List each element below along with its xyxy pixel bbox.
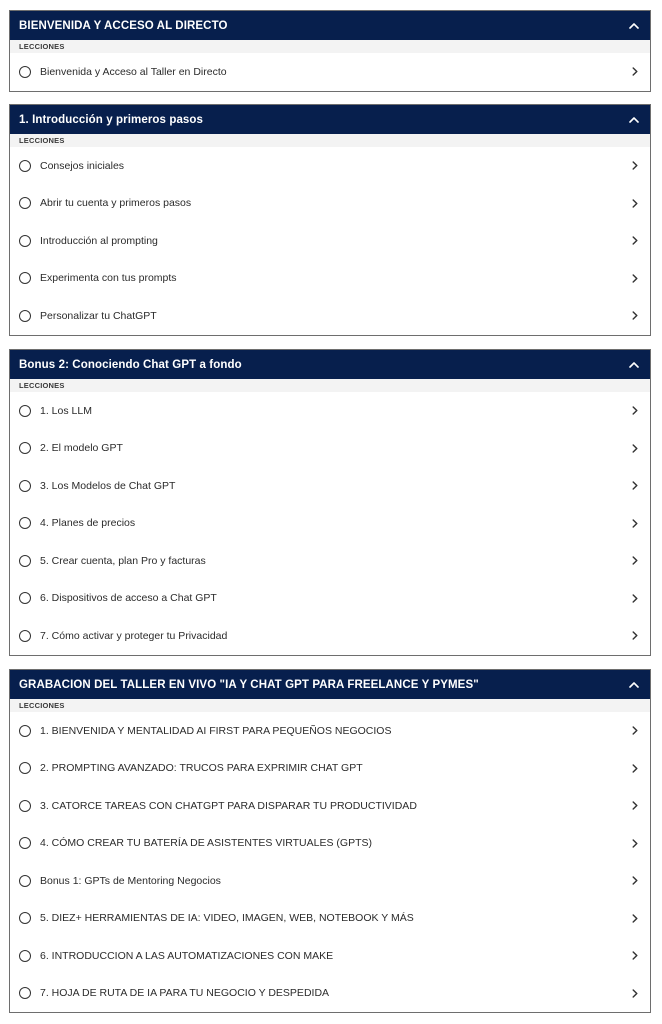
incomplete-circle-icon (19, 555, 31, 567)
chevron-right-icon (630, 988, 640, 998)
incomplete-circle-icon (19, 912, 31, 924)
chevron-right-icon (630, 951, 640, 961)
incomplete-circle-icon (19, 950, 31, 962)
chevron-right-icon (630, 161, 640, 171)
lesson-title: 1. BIENVENIDA Y MENTALIDAD AI FIRST PARA PEQUEÑOS NEGOCIOS (40, 724, 392, 737)
chevron-right-icon (630, 838, 640, 848)
chevron-right-icon (630, 876, 640, 886)
chevron-right-icon (630, 631, 640, 641)
incomplete-circle-icon (19, 66, 31, 78)
lesson-item[interactable] (10, 617, 650, 655)
course-section (9, 10, 651, 92)
chevron-right-icon (630, 593, 640, 603)
course-section (9, 104, 651, 336)
lesson-title: 6. INTRODUCCION A LAS AUTOMATIZACIONES CON MAKE (40, 949, 334, 962)
incomplete-circle-icon (19, 762, 31, 774)
lesson-item[interactable] (10, 825, 650, 863)
lesson-item[interactable] (10, 467, 650, 505)
lessons-label: LECCIONES (10, 699, 650, 712)
lesson-item[interactable] (10, 900, 650, 938)
lesson-item[interactable] (10, 505, 650, 543)
section-header[interactable] (10, 350, 650, 379)
incomplete-circle-icon (19, 630, 31, 642)
lesson-item[interactable] (10, 185, 650, 223)
incomplete-circle-icon (19, 987, 31, 999)
lesson-item[interactable] (10, 147, 650, 185)
lesson-title: Experimenta con tus prompts (40, 272, 177, 285)
incomplete-circle-icon (19, 837, 31, 849)
course-section (9, 349, 651, 656)
lesson-title: 1. Los LLM (40, 404, 92, 417)
section-title: GRABACION DEL TALLER EN VIVO "IA Y CHAT GPT PARA FREELANCE Y PYMES" (19, 678, 479, 691)
chevron-right-icon (630, 273, 640, 283)
course-section (9, 669, 651, 1013)
lesson-title: 2. PROMPTING AVANZADO: TRUCOS PARA EXPRIMIR CHAT GPT (40, 762, 363, 775)
lesson-item[interactable] (10, 260, 650, 298)
section-title: BIENVENIDA Y ACCESO AL DIRECTO (19, 19, 228, 32)
chevron-up-icon[interactable] (627, 113, 641, 127)
incomplete-circle-icon (19, 517, 31, 529)
chevron-right-icon (630, 726, 640, 736)
chevron-up-icon[interactable] (627, 678, 641, 692)
lesson-title: 7. HOJA DE RUTA DE IA PARA TU NEGOCIO Y DESPEDIDA (40, 987, 330, 1000)
lesson-title: Bienvenida y Acceso al Taller en Directo (40, 65, 227, 78)
incomplete-circle-icon (19, 875, 31, 887)
chevron-right-icon (630, 481, 640, 491)
lesson-item[interactable] (10, 787, 650, 825)
chevron-right-icon (630, 913, 640, 923)
incomplete-circle-icon (19, 480, 31, 492)
lesson-item[interactable] (10, 392, 650, 430)
section-header[interactable] (10, 670, 650, 699)
lesson-title: 3. CATORCE TAREAS CON CHATGPT PARA DISPARAR TU PRODUCTIVIDAD (40, 799, 417, 812)
incomplete-circle-icon (19, 160, 31, 172)
incomplete-circle-icon (19, 272, 31, 284)
lesson-title: 3. Los Modelos de Chat GPT (40, 479, 176, 492)
lesson-item[interactable] (10, 712, 650, 750)
lesson-title: 4. Planes de precios (40, 517, 136, 530)
lesson-title: Introducción al prompting (40, 234, 158, 247)
chevron-right-icon (630, 311, 640, 321)
lesson-title: 6. Dispositivos de acceso a Chat GPT (40, 592, 217, 605)
incomplete-circle-icon (19, 405, 31, 417)
section-title: 1. Introducción y primeros pasos (19, 113, 204, 126)
chevron-right-icon (630, 406, 640, 416)
lesson-title: Abrir tu cuenta y primeros pasos (40, 197, 192, 210)
lesson-item[interactable] (10, 430, 650, 468)
chevron-right-icon (630, 556, 640, 566)
section-header[interactable] (10, 11, 650, 40)
incomplete-circle-icon (19, 725, 31, 737)
lesson-item[interactable] (10, 937, 650, 975)
incomplete-circle-icon (19, 800, 31, 812)
lesson-title: 5. Crear cuenta, plan Pro y facturas (40, 554, 206, 567)
lesson-title: 4. CÓMO CREAR TU BATERÍA DE ASISTENTES VIRTUALES (GPTS) (40, 837, 372, 850)
section-header[interactable] (10, 105, 650, 134)
chevron-right-icon (630, 236, 640, 246)
lesson-item[interactable] (10, 542, 650, 580)
chevron-right-icon (630, 198, 640, 208)
lesson-item[interactable] (10, 750, 650, 788)
lesson-title: 2. El modelo GPT (40, 442, 123, 455)
lesson-item[interactable] (10, 580, 650, 618)
lessons-label: LECCIONES (10, 40, 650, 53)
chevron-right-icon (630, 67, 640, 77)
lesson-title: Consejos iniciales (40, 159, 125, 172)
chevron-right-icon (630, 443, 640, 453)
lessons-label: LECCIONES (10, 379, 650, 392)
incomplete-circle-icon (19, 310, 31, 322)
lesson-item[interactable] (10, 975, 650, 1013)
incomplete-circle-icon (19, 197, 31, 209)
lesson-item[interactable] (10, 297, 650, 335)
lesson-title: 7. Cómo activar y proteger tu Privacidad (40, 629, 228, 642)
chevron-right-icon (630, 518, 640, 528)
lesson-title: Bonus 1: GPTs de Mentoring Negocios (40, 874, 221, 887)
lesson-item[interactable] (10, 222, 650, 260)
lesson-title: Personalizar tu ChatGPT (40, 309, 157, 322)
chevron-right-icon (630, 801, 640, 811)
lesson-title: 5. DIEZ+ HERRAMIENTAS DE IA: VIDEO, IMAGEN, WEB, NOTEBOOK Y MÁS (40, 912, 414, 925)
chevron-up-icon[interactable] (627, 19, 641, 33)
chevron-right-icon (630, 763, 640, 773)
lesson-item[interactable] (10, 862, 650, 900)
lessons-label: LECCIONES (10, 134, 650, 147)
incomplete-circle-icon (19, 442, 31, 454)
lesson-item[interactable] (10, 53, 650, 91)
section-title: Bonus 2: Conociendo Chat GPT a fondo (19, 358, 242, 371)
incomplete-circle-icon (19, 235, 31, 247)
incomplete-circle-icon (19, 592, 31, 604)
chevron-up-icon[interactable] (627, 358, 641, 372)
